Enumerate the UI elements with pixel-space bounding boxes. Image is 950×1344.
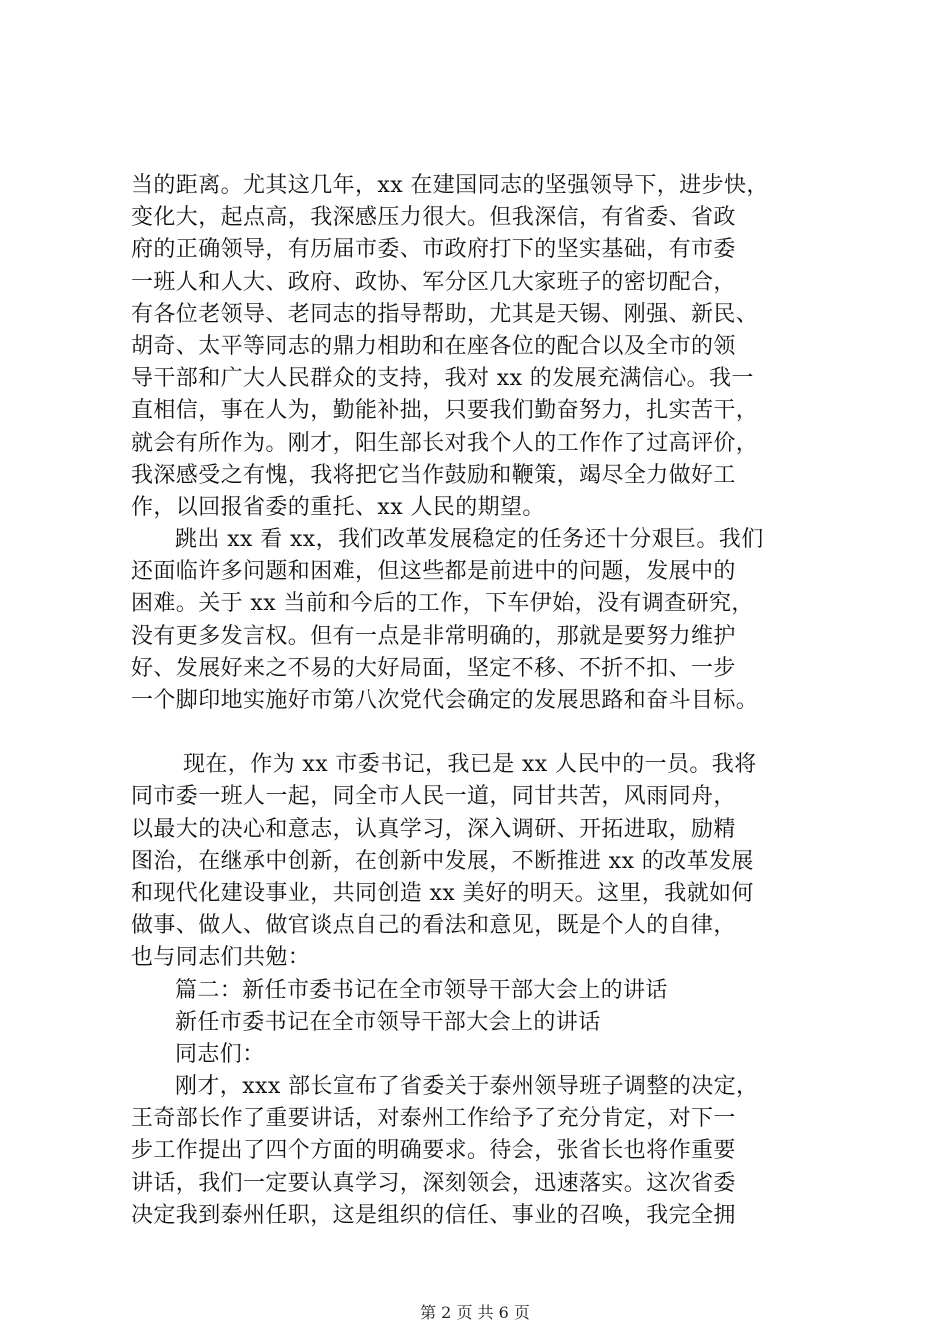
text-line: 我深感受之有愧，我将把它当作鼓励和鞭策，竭尽全力做好工: [131, 462, 736, 488]
text-line: 就会有所作为。刚才，阳生部长对我个人的工作作了过高评价，: [131, 430, 759, 456]
text-line: 同市委一班人一起，同全市人民一道，同甘共苦，风雨同舟，: [131, 784, 736, 810]
text-line: 讲话，我们一定要认真学习，深刻领会，迅速落实。这次省委: [131, 1170, 736, 1196]
text-line: 变化大，起点高，我深感压力很大。但我深信，有省委、省政: [131, 205, 736, 231]
text-line: 做事、做人、做官谈点自己的看法和意见，既是个人的自律，: [131, 913, 736, 939]
text-line: 王奇部长作了重要讲话，对泰州工作给予了充分肯定，对下一: [131, 1106, 736, 1132]
text-line: 导干部和广大人民群众的支持，我对 xx 的发展充满信心。我一: [131, 366, 754, 392]
text-line: 决定我到泰州任职，这是组织的信任、事业的召唤，我完全拥: [131, 1202, 736, 1228]
salutation: 同志们：: [175, 1041, 265, 1067]
section-heading: 篇二：新任市委书记在全市领导干部大会上的讲话: [175, 977, 668, 1003]
text-line: 步工作提出了四个方面的明确要求。待会，张省长也将作重要: [131, 1138, 736, 1164]
text-line: 胡奇、太平等同志的鼎力相助和在座各位的配合以及全市的领: [131, 333, 736, 359]
paragraph-gap: [131, 717, 851, 749]
text-line: 府的正确领导，有历届市委、市政府打下的坚实基础，有市委: [131, 237, 736, 263]
text-line: 跳出 xx 看 xx，我们改革发展稳定的任务还十分艰巨。我们: [175, 527, 764, 553]
text-line: 当的距离。尤其这几年，xx 在建国同志的坚强领导下，进步快，: [131, 173, 769, 198]
text-line: 还面临许多问题和困难，但这些都是前进中的问题，发展中的: [131, 559, 736, 585]
text-line: 一班人和人大、政府、政协、军分区几大家班子的密切配合，: [131, 269, 736, 295]
page-indicator: 第 2 页 共 6 页: [420, 1303, 530, 1322]
text-line: 困难。关于 xx 当前和今后的工作，下车伊始，没有调查研究，: [131, 591, 754, 617]
body-text: [131, 170, 851, 1232]
text-line: 现在，作为 xx 市委书记，我已是 xx 人民中的一员。我将: [183, 752, 757, 778]
text-line: 直相信，事在人为，勤能补拙，只要我们勤奋努力，扎实苦干，: [131, 398, 759, 424]
text-line: 作，以回报省委的重托、xx 人民的期望。: [131, 494, 545, 520]
text-line: 没有更多发言权。但有一点是非常明确的，那就是要努力维护: [131, 623, 736, 649]
text-line: 以最大的决心和意志，认真学习，深入调研、开拓进取，励精: [131, 816, 736, 842]
page-footer: [0, 1300, 950, 1323]
text-line: 一个脚印地实施好市第八次党代会确定的发展思路和奋斗目标。: [131, 688, 759, 713]
text-line: 刚才，xxx 部长宣布了省委关于泰州领导班子调整的决定，: [175, 1074, 759, 1100]
text-line: 图治，在继承中创新，在创新中发展，不断推进 xx 的改革发展: [131, 848, 754, 874]
speech-title: 新任市委书记在全市领导干部大会上的讲话: [175, 1009, 601, 1035]
text-line: 和现代化建设事业，共同创造 xx 美好的明天。这里，我就如何: [131, 880, 754, 906]
text-line: 也与同志们共勉：: [131, 945, 311, 971]
text-line: 有各位老领导、老同志的指导帮助，尤其是天锡、刚强、新民、: [131, 301, 759, 327]
text-line: 好、发展好来之不易的大好局面，坚定不移、不折不扣、一步: [131, 655, 736, 681]
